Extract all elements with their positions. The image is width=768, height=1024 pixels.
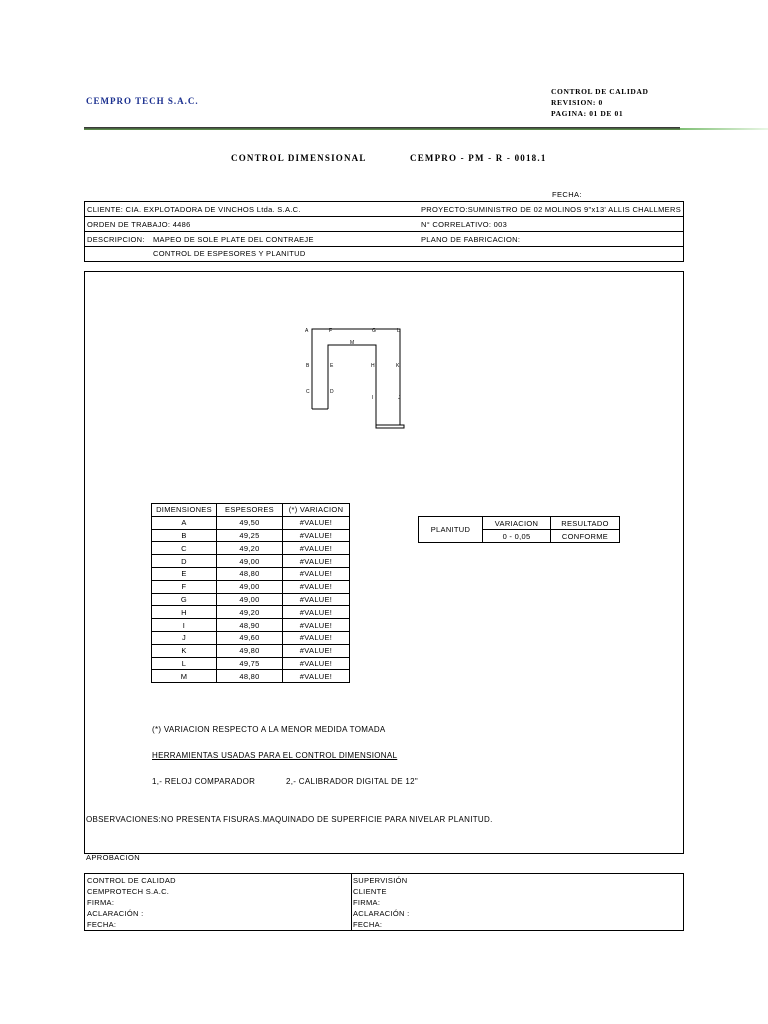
drawing-label-j: J [398, 395, 401, 401]
info-row-divider [85, 231, 683, 232]
table-row [152, 529, 350, 542]
espesor-cell: 49,00 [217, 555, 283, 568]
table-header-row [152, 504, 350, 517]
espesor-cell: 49,50 [217, 516, 283, 529]
espesor-cell: 48,80 [217, 567, 283, 580]
table-row [152, 670, 350, 683]
planitud-variacion-value: 0 - 0,05 [483, 530, 551, 543]
variacion-cell: #VALUE! [283, 670, 350, 683]
variacion-cell: #VALUE! [283, 657, 350, 670]
variacion-cell: #VALUE! [283, 644, 350, 657]
approval-right-line: FIRMA: [353, 898, 381, 907]
info-row-divider [85, 246, 683, 247]
variacion-cell: #VALUE! [283, 542, 350, 555]
dimension-cell: A [152, 516, 217, 529]
variacion-cell: #VALUE! [283, 529, 350, 542]
espesor-cell: 49,25 [217, 529, 283, 542]
approval-right-line: SUPERVISIÓN [353, 876, 408, 885]
company-name: CEMPRO TECH S.A.C. [86, 96, 199, 106]
drawing-label-l: L [397, 328, 400, 334]
fecha-label: FECHA: [552, 190, 582, 199]
table-row [152, 580, 350, 593]
approval-right-line: CLIENTE [353, 887, 387, 896]
aprobacion-title: APROBACION [86, 853, 141, 862]
herramientas-title: HERRAMIENTAS USADAS PARA EL CONTROL DIMENSIONAL [152, 751, 398, 760]
approval-left-line: ACLARACIÓN : [87, 909, 144, 918]
dimension-cell: D [152, 555, 217, 568]
table-row [152, 644, 350, 657]
dimension-cell: J [152, 631, 217, 644]
approval-left-line: CEMPROTECH S.A.C. [87, 887, 170, 896]
planitud-variacion-header: VARIACION [483, 517, 551, 530]
dimensions-table [151, 503, 350, 683]
table-row [152, 606, 350, 619]
dimension-cell: E [152, 567, 217, 580]
planitud-resultado-value: CONFORME [551, 530, 620, 543]
drawing-label-b: B [306, 363, 310, 369]
variacion-cell: #VALUE! [283, 555, 350, 568]
drawing-label-i: I [372, 395, 374, 401]
info-box [84, 201, 684, 262]
planitud-label: PLANITUD [419, 517, 483, 543]
dimension-cell: M [152, 670, 217, 683]
descripcion-label: DESCRIPCION: [87, 235, 145, 244]
espesor-cell: 49,80 [217, 644, 283, 657]
espesor-cell: 49,75 [217, 657, 283, 670]
dimension-cell: G [152, 593, 217, 606]
drawing-label-c: C [306, 389, 310, 395]
control-calidad-label: CONTROL DE CALIDAD [551, 87, 649, 96]
tool-item-1: 1,- RELOJ COMPARADOR [152, 777, 256, 786]
espesor-cell: 48,90 [217, 619, 283, 632]
variacion-cell: #VALUE! [283, 606, 350, 619]
planitud-header-row [419, 517, 620, 530]
planitud-table [418, 516, 620, 543]
dimension-cell: C [152, 542, 217, 555]
header-divider [84, 127, 680, 130]
approval-right-line: ACLARACIÓN : [353, 909, 410, 918]
dimension-cell: I [152, 619, 217, 632]
dimensiones-header: DIMENSIONES [152, 504, 217, 517]
dimensions-table-body [152, 516, 350, 682]
table-row [152, 516, 350, 529]
dimension-cell: K [152, 644, 217, 657]
espesor-cell: 49,00 [217, 593, 283, 606]
correlativo-field: N° CORRELATIVO: 003 [421, 220, 508, 229]
proyecto-field: PROYECTO:SUMINISTRO DE 02 MOLINOS 9"x13' ALLIS CHALLMERS [421, 205, 681, 214]
variacion-header: (*) VARIACION [283, 504, 350, 517]
dimension-cell: F [152, 580, 217, 593]
table-row [152, 619, 350, 632]
table-row [152, 593, 350, 606]
approval-left-line: FECHA: [87, 920, 117, 929]
espesor-cell: 48,80 [217, 670, 283, 683]
variacion-cell: #VALUE! [283, 567, 350, 580]
descripcion-value-2: CONTROL DE ESPESORES Y PLANITUD [153, 249, 306, 258]
plano-field: PLANO DE FABRICACION: [421, 235, 521, 244]
revision-label: REVISION: 0 [551, 98, 603, 107]
document-code: CEMPRO - PM - R - 0018.1 [410, 153, 547, 163]
drawing-label-h: H [371, 363, 375, 369]
espesores-header: ESPESORES [217, 504, 283, 517]
drawing-label-a: A [305, 328, 309, 334]
page-title: CONTROL DIMENSIONAL [231, 153, 367, 163]
document-control-block [551, 86, 648, 119]
dimension-cell: H [152, 606, 217, 619]
drawing-label-f: F [329, 328, 333, 334]
table-row [152, 657, 350, 670]
table-row [152, 567, 350, 580]
tool-item-2: 2,- CALIBRADOR DIGITAL DE 12" [286, 777, 419, 786]
table-row [152, 542, 350, 555]
variacion-cell: #VALUE! [283, 593, 350, 606]
drawing-label-e: E [330, 363, 334, 369]
variacion-cell: #VALUE! [283, 619, 350, 632]
espesor-cell: 49,00 [217, 580, 283, 593]
dimension-cell: B [152, 529, 217, 542]
approval-right-line: FECHA: [353, 920, 383, 929]
drawing-label-m: M [350, 340, 355, 346]
drawing-label-g: G [372, 328, 376, 334]
planitud-resultado-header: RESULTADO [551, 517, 620, 530]
espesor-cell: 49,60 [217, 631, 283, 644]
variacion-cell: #VALUE! [283, 580, 350, 593]
espesor-cell: 49,20 [217, 606, 283, 619]
variacion-cell: #VALUE! [283, 631, 350, 644]
espesor-cell: 49,20 [217, 542, 283, 555]
cliente-field: CLIENTE: CIA. EXPLOTADORA DE VINCHOS Ltda. S.A.C. [87, 205, 301, 214]
variacion-cell: #VALUE! [283, 516, 350, 529]
sole-plate-drawing [300, 320, 410, 435]
drawing-label-k: K [396, 363, 400, 369]
table-row [152, 555, 350, 568]
descripcion-value: MAPEO DE SOLE PLATE DEL CONTRAEJE [153, 235, 314, 244]
info-row-divider [85, 216, 683, 217]
table-row [152, 631, 350, 644]
approval-left-line: FIRMA: [87, 898, 115, 907]
approval-left-line: CONTROL DE CALIDAD [87, 876, 176, 885]
orden-trabajo-field: ORDEN DE TRABAJO: 4486 [87, 220, 191, 229]
approval-divider [351, 874, 352, 930]
observaciones: OBSERVACIONES:NO PRESENTA FISURAS.MAQUINADO DE SUPERFICIE PARA NIVELAR PLANITUD. [86, 815, 493, 824]
pagina-label: PAGINA: 01 DE 01 [551, 109, 624, 118]
approval-right-column [353, 875, 410, 930]
variacion-note: (*) VARIACION RESPECTO A LA MENOR MEDIDA TOMADA [152, 725, 386, 734]
approval-box [84, 873, 684, 931]
header-divider-accent [680, 128, 768, 130]
dimension-cell: L [152, 657, 217, 670]
approval-left-column [87, 875, 176, 930]
drawing-label-d: D [330, 389, 334, 395]
